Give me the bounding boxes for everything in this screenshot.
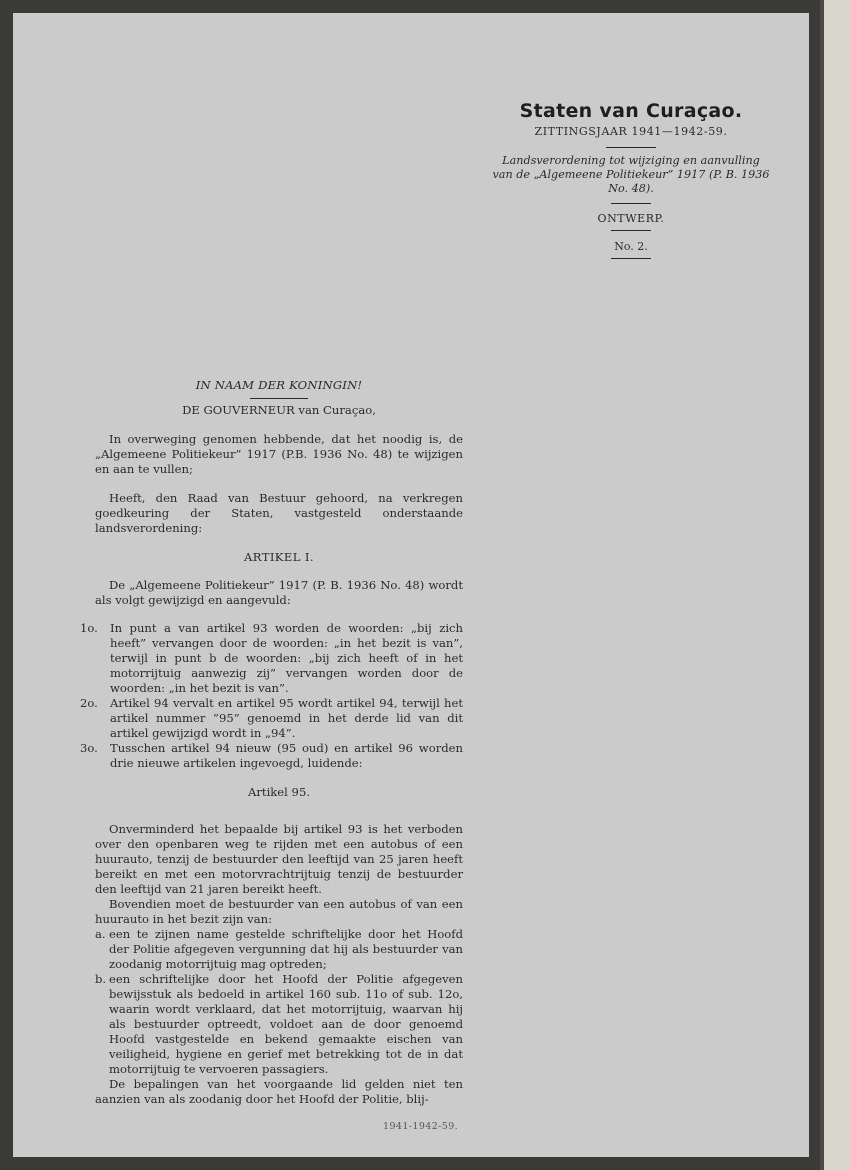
item-label: a. [95, 927, 106, 941]
item-text: een schriftelijke door het Hoofd der Politie afgegeven bewijsstuk als bedoeld in artikel 160 sub. 11o of sub. 12o, waarin wordt verklaard, dat het motorrijtuig, waarvan hij als bestuurder optreedt, voldoet aan de door genoemd Hoofd vastgestelde en bekend gemaakte eischen van veiligheid, hygiene en gerief met betrekking tot de in dat motorrijtuig te vervoeren passagiers. [109, 972, 463, 1076]
item-label: 2o. [80, 696, 98, 710]
draft-label: ONTWERP. [597, 212, 665, 225]
royal-heading: IN NAAM DER KONINGIN! [195, 378, 363, 392]
list-item [95, 972, 463, 1077]
divider [611, 258, 651, 259]
enactment-paragraph: Heeft, den Raad van Bestuur gehoord, na verkregen goedkeuring der Staten, vastgesteld onderstaande landsverordening: [95, 491, 463, 535]
assembly-title: Staten van Curaçao. [519, 100, 743, 122]
document-header [491, 100, 771, 259]
session-year: ZITTINGSJAAR 1941—1942-59. [534, 125, 728, 138]
divider [606, 147, 656, 148]
page-footer-code: 1941-1942-59. [383, 1121, 459, 1132]
article-1-intro: De „Algemeene Politiekeur” 1917 (P. B. 1936 No. 48) wordt als volgt gewijzigd en aangevuld: [95, 578, 463, 607]
consideration-paragraph: In overweging genomen hebbende, dat het noodig is, de „Algemeene Politiekeur” 1917 (P.B. 1936 No. 48) te wijzigen en aan te vullen; [95, 432, 463, 476]
list-item [80, 741, 463, 771]
list-item [95, 927, 463, 972]
amendment-list [80, 621, 463, 771]
item-text: In punt a van artikel 93 worden de woorden: „bij zich heeft” vervangen door de woorden: „in het bezit is van”, terwijl in punt b de woorden: „bij zich heeft of in het motorrijtuig aanwezig zij” vervangen worden door de woorden: „in het bezit is van”. [110, 621, 463, 695]
item-label: 3o. [80, 741, 98, 755]
item-text: Artikel 94 vervalt en artikel 95 wordt artikel 94, terwijl het artikel nummer ”95” genoemd in het derde lid van dit artikel gewijzigd wordt in „94”. [110, 696, 463, 740]
item-text: een te zijnen name gestelde schriftelijke door het Hoofd der Politie afgegeven vergunning dat hij als bestuurder van zoodanig motorrijtuig mag optreden; [109, 927, 463, 971]
document-body [80, 378, 463, 1107]
item-text: Tusschen artikel 94 nieuw (95 oud) en artikel 96 worden drie nieuwe artikelen ingevoegd, luidende: [110, 741, 463, 770]
item-label: b. [95, 972, 107, 986]
article-95-paragraph-3: De bepalingen van het voorgaande lid gelden niet ten aanzien van als zoodanig door het Hoofd der Politie, blij- [95, 1077, 463, 1106]
list-item [80, 621, 463, 696]
article-1-heading: ARTIKEL I. [244, 550, 314, 564]
divider [611, 203, 651, 204]
scan-edge-strip [820, 0, 850, 1170]
article-95-paragraph-2: Bovendien moet de bestuurder van een autobus of van een huurauto in het bezit zijn van: [95, 897, 463, 926]
list-item [80, 696, 463, 741]
item-label: 1o. [80, 621, 98, 635]
article-95-paragraph-1: Onverminderd het bepaalde bij artikel 93 is het verboden over den openbaren weg te rijden met een autobus of een huurauto, tenzij de bestuurder den leeftijd van 25 jaren heeft bereikt en met een motorvrachtrijtuig tenzij de bestuurder den leeftijd van 21 jaren bereikt heeft. [95, 822, 463, 896]
governor-line: DE GOUVERNEUR van Curaçao, [182, 403, 376, 417]
ordinance-subject: Landsverordening tot wijziging en aanvulling van de „Algemeene Politiekeur” 1917 (P. B. 1936 No. 48). [492, 154, 770, 195]
document-page [13, 13, 809, 1157]
article-95-heading: Artikel 95. [248, 785, 310, 799]
document-number: No. 2. [614, 240, 648, 253]
divider [250, 398, 308, 399]
divider [611, 230, 651, 231]
